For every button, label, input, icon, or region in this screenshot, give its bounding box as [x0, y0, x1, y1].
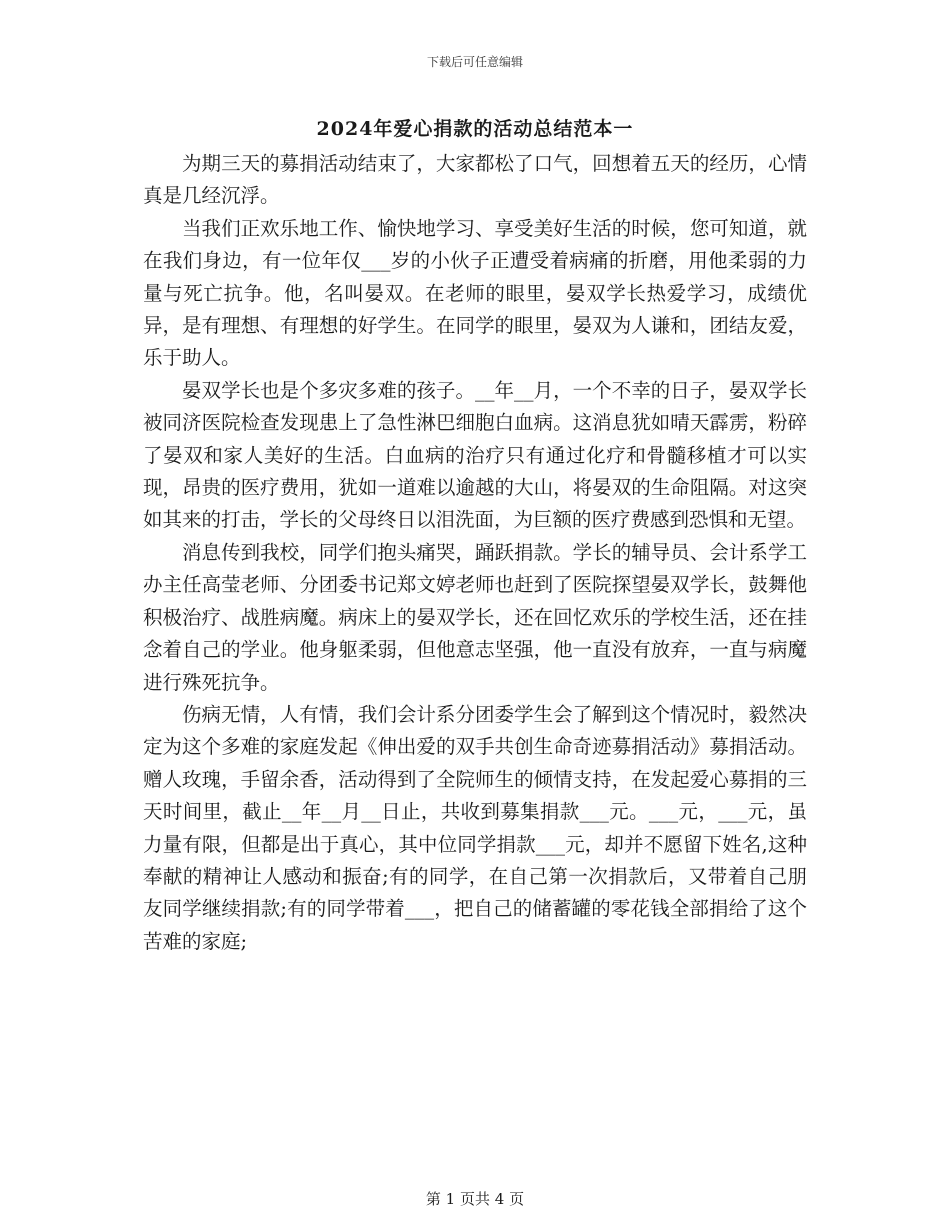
paragraph: 为期三天的募捐活动结束了，大家都松了口气，回想着五天的经历，心情真是几经沉浮。	[143, 152, 807, 208]
page-number-footer: 第 1 页共 4 页	[425, 1190, 525, 1208]
document-body	[143, 148, 807, 958]
page-header-note: 下载后可任意编辑	[426, 55, 523, 69]
paragraph: 晏双学长也是个多灾多难的孩子。__年__月，一个不幸的日子，晏双学长被同济医院检查发现患上了急性淋巴细胞白血病。这消息犹如晴天霹雳，粉碎了晏双和家人美好的生活。白血病的治疗只有通过化疗和骨髓移植才可以实现，昂贵的医疗费用，犹如一道难以逾越的大山，将晏双的生命阻隔。对这突如其来的打击，学长的父母终日以泪洗面，为巨额的医疗费感到恐惧和无望。	[143, 378, 807, 532]
paragraph: 当我们正欢乐地工作、愉快地学习、享受美好生活的时候，您可知道，就在我们身边，有一位年仅___岁的小伙子正遭受着病痛的折磨，用他柔弱的力量与死亡抗争。他，名叫晏双。在老师的眼里，晏双学长热爱学习，成绩优异，是有理想、有理想的好学生。在同学的眼里，晏双为人谦和，团结友爱，乐于助人。	[143, 216, 807, 370]
paragraph: 消息传到我校，同学们抱头痛哭，踊跃捐款。学长的辅导员、会计系学工办主任高莹老师、分团委书记郑文婷老师也赶到了医院探望晏双学长，鼓舞他积极治疗、战胜病魔。病床上的晏双学长，还在回忆欢乐的学校生活，还在挂念着自己的学业。他身躯柔弱，但他意志坚强，他一直没有放弃，一直与病魔进行殊死抗争。	[143, 540, 807, 694]
document-title: 2024年爱心捐款的活动总结范本一	[316, 118, 634, 140]
paragraph: 伤病无情，人有情，我们会计系分团委学生会了解到这个情况时，毅然决定为这个多难的家庭发起《伸出爱的双手共创生命奇迹募捐活动》募捐活动。赠人玫瑰，手留余香，活动得到了全院师生的倾情支持，在发起爱心募捐的三天时间里，截止__年__月__日止，共收到募集捐款___元。___元，___元，虽力量有限，但都是出于真心，其中位同学捐款___元，却并不愿留下姓名,这种奉献的精神让人感动和振奋;有的同学，在自己第一次捐款后，又带着自己朋友同学继续捐款;有的同学带着___，把自己的储蓄罐的零花钱全部捐给了这个苦难的家庭;	[143, 702, 807, 953]
